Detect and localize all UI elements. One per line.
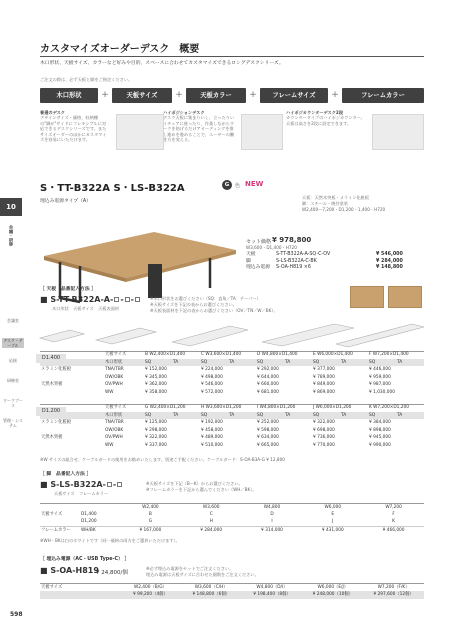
set-price: ¥ 978,800 [272, 236, 312, 244]
code-text: S-OA-H819 [50, 566, 99, 575]
table1 [40, 351, 424, 397]
price-cell: ¥ 152,000 [145, 367, 167, 373]
chapter-label: 会議・研修 [9, 225, 14, 246]
leg-order-code: ■ S-LS-B322A- - [40, 480, 123, 489]
table-row [40, 419, 424, 427]
edge-type: SQ [201, 359, 208, 365]
product-subtitle: 埋込み電源タイプ（A） [40, 199, 92, 204]
top-note-2: ※天板サイズを下記の表からお選びください。 [150, 302, 237, 307]
color-code: OW/OBK [105, 374, 124, 380]
part-label: 天板 [246, 252, 256, 257]
order-note: ご注文の際は、必ず天板と脚をご指定ください。 [40, 77, 133, 82]
size-code: I [271, 519, 273, 525]
step-top-size: 天板サイズ [112, 88, 172, 103]
spec-top: 天板：天然木突板・メラミン化粧板 [302, 195, 370, 200]
chapter-tab[interactable]: 10 [0, 198, 22, 216]
price-cell: ¥ 284,000 [200, 527, 223, 533]
code-text: S-TT-B322A-A- [50, 295, 114, 304]
detail-image-2 [388, 286, 422, 308]
new-badge: NEW [245, 180, 264, 188]
price-cell: ¥ 99,200（4個） [133, 592, 168, 598]
set-size: W3,600・D1,400・H720 [246, 245, 297, 250]
table-row [40, 584, 424, 592]
feature-counter [286, 110, 426, 152]
size-label: 天板サイズ [41, 512, 63, 518]
price-cell: ¥ 789,000 [313, 374, 335, 380]
price-cell: ¥ 945,000 [369, 435, 391, 441]
price-cell: ¥ 634,000 [257, 435, 279, 441]
price-cell: ¥ 987,000 [369, 382, 391, 388]
part-code: S-OA-H819 ×6 [276, 265, 311, 270]
power-code: ■ S-OA-H819 [40, 566, 99, 575]
size-code: B [148, 512, 152, 518]
side-tab-booth[interactable]: ワークブース [3, 398, 23, 409]
color-badge: 色 [235, 183, 241, 189]
surface-label: メラミン化粧板 [41, 367, 72, 373]
size-label: 天板サイズ [105, 352, 127, 357]
leg-order-header: ［ 脚 品番記入方法 ］ [40, 472, 92, 477]
table1-row-label: D1,400 [36, 354, 66, 363]
side-tab-system[interactable]: 管理・システム [3, 418, 23, 429]
code-box [125, 297, 130, 302]
column-header: K W7,200×D1,200 [369, 405, 409, 410]
price-cell: ¥ 869,000 [313, 389, 335, 395]
color-code: WW [105, 389, 114, 395]
price-cell: ¥ 248,000（10個） [312, 592, 353, 598]
price-cell: ¥ 849,000 [313, 382, 335, 388]
size-code: C [209, 512, 213, 518]
size-label: 天板サイズ [105, 405, 127, 410]
power-table [40, 583, 424, 599]
table-row [40, 591, 424, 599]
column-header: H W3,600×D1,200 [201, 405, 242, 410]
edge-type: SQ [201, 412, 208, 418]
edge-type: SQ [257, 359, 264, 365]
table-row [40, 504, 424, 512]
code-box [135, 297, 140, 302]
column-header: W6,000（E/J） [317, 584, 349, 590]
price-cell: ¥ 489,000 [201, 435, 223, 441]
table-row [40, 374, 424, 382]
surface-label: 天然木突板 [41, 382, 63, 388]
column-header: J W6,000×D1,200 [313, 405, 352, 410]
price-cell: ¥ 1,030,000 [369, 389, 395, 395]
price-cell: ¥ 510,000 [201, 442, 223, 448]
color-code: OV/PWH [105, 382, 123, 388]
size-code: E [331, 512, 335, 518]
column-header: G W2,400×D1,200 [145, 405, 186, 410]
edge-type: SQ [257, 412, 264, 418]
power-note-2: 埋込み電源は天板サイズに合わせた個数をご注文ください。 [146, 572, 259, 577]
column-header: W2,400 [142, 504, 159, 510]
side-tab-desk[interactable]: デスク・テーブル [3, 338, 23, 349]
edge-type: TA [397, 359, 403, 365]
feature-text: カウンタータイプのハイポジカウンター。天板は高さを2段に設定できます。 [286, 115, 365, 126]
code-text: S-LS-B322A- [50, 480, 106, 489]
side-tab-reception[interactable]: 応接 [9, 358, 17, 363]
price-cell: ¥ 322,000 [145, 435, 167, 441]
surface-label: メラミン化粧板 [41, 420, 72, 426]
column-header: I W4,800×D1,200 [257, 405, 296, 410]
column-header: W3,600 [202, 504, 220, 510]
price-cell: ¥ 224,000 [201, 367, 223, 373]
table-row [40, 351, 424, 359]
column-header: W4,800（D/I） [256, 584, 288, 590]
size-code: G [148, 519, 153, 525]
table-row [40, 366, 424, 374]
color-code: OW/OBK [105, 427, 124, 433]
column-header: W2,400（B/G） [133, 584, 167, 590]
part-label: 埋込み電源 [246, 265, 270, 270]
step-edge-shape: 木口形状 [40, 88, 98, 103]
edge-type: TA [341, 359, 347, 365]
price-cell: ¥ 898,000 [369, 427, 391, 433]
part-price: ¥ 546,000 [376, 252, 403, 257]
price-cell: ¥ 572,000 [201, 389, 223, 395]
feature-title: 普通のデスク [40, 110, 65, 115]
price-cell: ¥ 681,000 [257, 389, 279, 395]
part-label: 脚 [246, 258, 251, 264]
part-code: S-TT-B322A-A-SQ-C-OV [276, 252, 331, 257]
edge-label: 木口形状 [105, 412, 123, 418]
feature-title: ハイポジションデスク [163, 110, 205, 115]
price-cell: ¥ 292,000 [257, 367, 279, 373]
sub-label: 木口形状 [52, 306, 69, 311]
page-title: カスタマイズオーダーデスク 概要 [40, 44, 200, 55]
edge-type: TA [285, 359, 291, 365]
top-order-code: ■ S-TT-B322A-A- - - [40, 295, 141, 304]
price-cell: ¥ 598,000 [257, 427, 279, 433]
table-row [40, 427, 424, 435]
sub-label: 天板表面材 [98, 306, 120, 311]
edge-type: SQ [369, 412, 376, 418]
column-header: D W4,800×D1,400 [257, 352, 298, 357]
depth-label: D1,200 [81, 519, 97, 525]
price-cell: ¥ 698,000 [313, 427, 335, 433]
table2-footnote: ※W サイズの組合せ、ケーブルガードの使用をお勧めいたします。別途ご手配ください。ケーブルガード：S-OA-B3A-G ¥ 12,800 [40, 457, 285, 462]
power-header: ［ 埋込み電源（AC・USB Type-C） ］ [40, 557, 130, 562]
price-cell: ¥ 770,000 [313, 442, 335, 448]
depth-label: D1,400 [81, 512, 97, 518]
sub-label: 天板サイズ [73, 306, 94, 311]
price-cell: ¥ 665,000 [257, 442, 279, 448]
power-price: ¥ 24,800/個 [96, 570, 128, 576]
power-note-1: ※必ず埋込み電源をセットでご注文ください。 [146, 566, 234, 571]
part-price: ¥ 148,800 [376, 265, 403, 270]
plus-icon: + [249, 90, 257, 100]
color-code: TNA/TBR [105, 367, 124, 373]
edge-type: TA [173, 412, 179, 418]
price-cell: ¥ 298,000 [145, 427, 167, 433]
table-row [40, 434, 424, 442]
price-cell: ¥ 990,000 [369, 442, 391, 448]
column-header: B W2,400×D1,400 [145, 352, 186, 357]
desk-thumbnail [241, 114, 283, 150]
table-row [40, 511, 424, 519]
step-frame-size: フレームサイズ [260, 88, 328, 103]
code-box [114, 297, 119, 302]
price-cell: ¥ 192,000 [201, 420, 223, 426]
leg-note-1: ※天板サイズを下記（B～K）からお選びください。 [146, 481, 243, 486]
frame-color-code: WH/BK [81, 527, 96, 533]
product-name: S・TT-B322A S・LS-B322A [40, 183, 185, 194]
price-cell: ¥ 148,800（6個） [192, 592, 230, 598]
table-row [40, 519, 424, 527]
table2-row-label: D1,200 [36, 407, 66, 416]
desk-thumbnail [372, 114, 424, 150]
leg-table [40, 503, 424, 534]
side-tab-meeting[interactable]: 会議室 [7, 318, 19, 323]
table-row [40, 442, 424, 450]
sub-label: 天板サイズ [54, 491, 75, 496]
size-label: 天板サイズ [41, 584, 63, 590]
leg-footnote: ※WH・BKは白のホワイトです（同一価格の両方をご選択いただけます）。 [40, 538, 180, 543]
price-cell: ¥ 337,000 [145, 442, 167, 448]
price-cell: ¥ 458,000 [201, 427, 223, 433]
price-cell: ¥ 431,000 [321, 527, 344, 533]
edge-type: TA [285, 412, 291, 418]
edge-type: TA [229, 412, 235, 418]
code-box [117, 482, 122, 487]
edge-type: TA [341, 412, 347, 418]
price-cell: ¥ 362,000 [145, 382, 167, 388]
green-badge: G [222, 180, 232, 190]
column-header: W7,200 [385, 504, 402, 510]
price-cell: ¥ 736,000 [313, 435, 335, 441]
price-cell: ¥ 322,000 [313, 420, 335, 426]
size-code: F [392, 512, 395, 518]
top-note-1: ※木口形状をお選びください（SQ：直角／TA：テーパー） [150, 296, 261, 301]
feature-text: デザインサイズ・価格、収納棚の"脚が"サイドにフレキシブルに対応できるデスクシリーズです。またサイズオーダーのほかにカスタマイズを容易にいただけます。 [40, 115, 107, 143]
price-cell: ¥ 644,000 [257, 374, 279, 380]
price-cell: ¥ 498,000 [201, 374, 223, 380]
edge-type: TA [173, 359, 179, 365]
column-header: F W7,200×D1,400 [369, 352, 409, 357]
code-box [107, 482, 112, 487]
edge-type: SQ [369, 359, 376, 365]
price-cell: ¥ 466,000 [382, 527, 405, 533]
table2 [40, 404, 424, 450]
price-cell: ¥ 314,000 [261, 527, 283, 533]
title-rule [40, 56, 424, 57]
price-cell: ¥ 297,600（12個） [373, 592, 414, 598]
price-cell: ¥ 959,000 [369, 374, 391, 380]
color-code: TNA/TBR [105, 420, 124, 426]
color-code: OV/PWH [105, 435, 123, 441]
table-row [40, 526, 424, 534]
step-frame-color: フレームカラー [342, 88, 424, 103]
top-note-3: ※天板表面材を下記の表からお選びください（OV／TN／W／BK）。 [150, 308, 278, 313]
price-cell: ¥ 377,000 [313, 367, 335, 373]
table-row [40, 381, 424, 389]
edge-label: 木口形状 [105, 359, 123, 365]
table-row [40, 359, 424, 367]
side-tab-training[interactable]: 研修室 [7, 378, 19, 383]
feature-high-position [163, 110, 283, 152]
plus-icon: + [175, 90, 183, 100]
detail-image-1 [350, 286, 384, 308]
price-cell: ¥ 546,000 [201, 382, 223, 388]
edge-type: TA [229, 359, 235, 365]
size-code: H [209, 519, 213, 525]
table-row [40, 389, 424, 397]
part-code: S-LS-B322A-C-BK [276, 258, 317, 264]
spec-size: W2,400～7,200・D1,200・1,400・H720 [302, 207, 386, 212]
table-row [40, 412, 424, 420]
size-code: D [270, 512, 274, 518]
feature-title: ハイポジカウンターデスク2段 [286, 110, 344, 115]
frame-label: フレームカラー [41, 527, 71, 533]
price-cell: ¥ 345,000 [145, 374, 167, 380]
price-cell: ¥ 198,400（8個） [253, 592, 291, 598]
intro-text: 木口形状、天板サイズ、カラーなど好みや目的、スペースに合わせてカスタマイズできるロングデスクシリーズ。 [40, 61, 284, 66]
color-code: WW [105, 442, 114, 448]
leg-note-2: ※フレームカラーを下記から選んでください（WH／BK）。 [146, 487, 257, 492]
desk-thumbnail [116, 114, 164, 150]
column-header: W6,000 [324, 504, 342, 510]
price-cell: ¥ 384,000 [369, 420, 391, 426]
leg-sub-labels [54, 491, 108, 496]
price-cell: ¥ 446,000 [369, 367, 391, 373]
price-cell: ¥ 252,000 [257, 420, 279, 426]
parts-list [246, 252, 416, 272]
feature-text: デスク天板に集まりいし、立ったりいイチェアに座ったり、作業しながらワークを妨げるだけアオーディングを推し進めを進めることで、ユーザーの働き方を変える。 [163, 115, 235, 143]
edge-type: SQ [145, 412, 152, 418]
edge-type: SQ [145, 359, 152, 365]
spec-leg: 脚：スチール・焼付塗装 [302, 201, 348, 206]
part-power [246, 265, 416, 272]
column-header: W4,800 [263, 504, 281, 510]
column-header: C W3,600×D1,400 [201, 352, 242, 357]
set-price-label: セット価格 [246, 239, 272, 245]
price-cell: ¥ 660,000 [257, 382, 279, 388]
price-cell: ¥ 358,000 [145, 389, 167, 395]
column-header: W3,600（C/H） [194, 584, 228, 590]
feature-normal-desk [40, 110, 165, 152]
desk-row-images [36, 316, 426, 350]
part-price: ¥ 284,000 [376, 258, 403, 264]
size-code: J [332, 519, 334, 525]
edge-type: TA [397, 412, 403, 418]
sub-label: フレームカラー [78, 491, 109, 496]
top-sub-labels [52, 306, 119, 311]
page-number: 598 [10, 611, 23, 618]
surface-label: 天然木突板 [41, 435, 63, 441]
price-cell: ¥ 167,000 [139, 527, 162, 533]
column-header: W7,200（F/K） [377, 584, 410, 590]
top-order-header: ［ 天板 品番記入方法 ］ [40, 287, 97, 292]
edge-type: SQ [313, 359, 320, 365]
plus-icon: + [101, 90, 109, 100]
column-header: E W6,000×D1,400 [313, 352, 353, 357]
size-code: K [392, 519, 395, 525]
table-row [40, 404, 424, 412]
price-cell: ¥ 125,000 [145, 420, 167, 426]
edge-type: SQ [313, 412, 320, 418]
step-top-color: 天板カラー [186, 88, 246, 103]
plus-icon: + [331, 90, 339, 100]
